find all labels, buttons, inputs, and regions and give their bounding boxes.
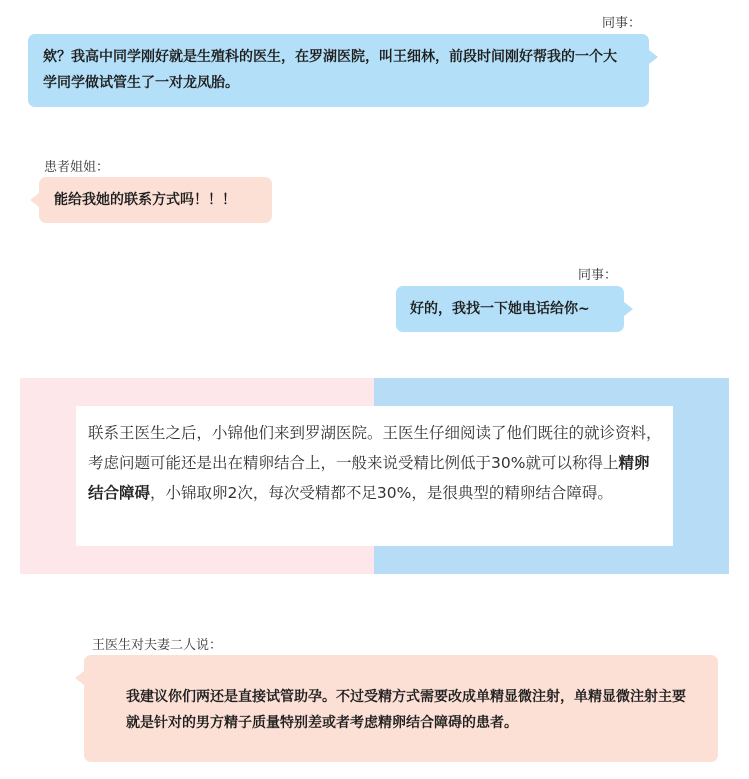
narrative-text: 联系王医生之后，小锦他们来到罗湖医院。王医生仔细阅读了他们既往的就诊资料，考虑问题可能还是出在精卵结合上，一般来说受精比例低于30%就可以称得上 [88, 424, 662, 472]
message-text: 能给我她的联系方式吗！！！ [54, 192, 236, 208]
chat-bubble-doctor [84, 655, 718, 762]
chat-bubble-colleague [28, 34, 649, 107]
speaker-label: 同事： [578, 268, 618, 283]
speaker-label: 王医生对夫妻二人说： [92, 638, 223, 653]
message-text: 欸？我高中同学刚好就是生殖科的医生，在罗湖医院，叫王细林，前段时间刚好帮我的一个大学同学做试管生了一对龙凤胎。 [43, 49, 617, 91]
narrative-card [76, 406, 673, 546]
speaker-label: 同事： [602, 16, 642, 31]
message-text: 好的，我找一下她电话给你~ [410, 301, 590, 317]
chat-bubble-colleague [396, 286, 624, 332]
chat-bubble-patient-sister [39, 177, 272, 223]
narrative-bold-term: 精卵结合障碍 [88, 454, 650, 502]
narrative-text-end: ，小锦取卵2次，每次受精都不足30%，是很典型的精卵结合障碍。 [150, 484, 613, 502]
message-text: 我建议你们两还是直接试管助孕。不过受精方式需要改成单精显微注射，单精显微注射主要就是针对的男方精子质量特别差或者考虑精卵结合障碍的患者。 [126, 689, 686, 731]
speaker-label: 患者姐姐： [44, 160, 110, 175]
